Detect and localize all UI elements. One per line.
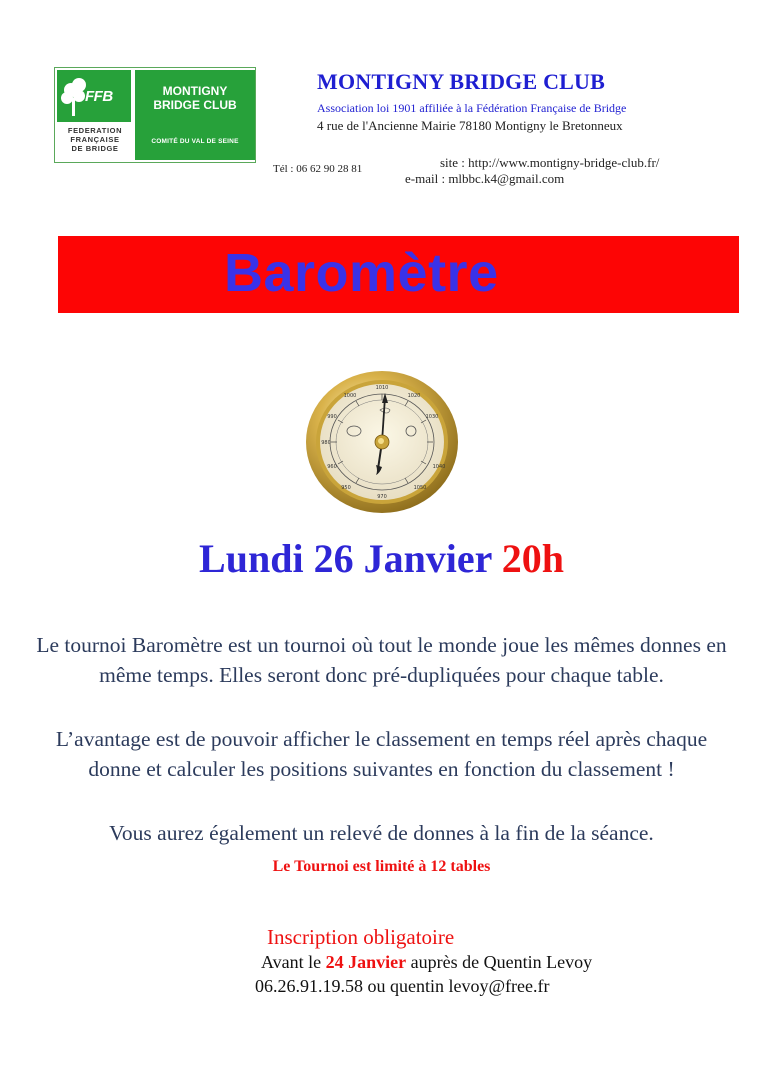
registration-title: Inscription obligatoire — [267, 925, 455, 949]
phone-line: Tél : 06 62 90 28 81 — [273, 163, 363, 175]
ffb-logo — [55, 68, 133, 162]
title-banner — [58, 236, 739, 313]
federation-line: FEDERATION — [67, 126, 123, 135]
deadline-date: 24 Janvier — [325, 952, 407, 972]
federation-text — [59, 126, 131, 153]
registration-deadline — [261, 952, 592, 973]
scale-label: 1010 — [375, 385, 389, 391]
deadline-suffix: auprès de Quentin Levoy — [410, 952, 593, 972]
club-title: MONTIGNY BRIDGE CLUB — [317, 69, 605, 94]
registration-contact: 06.26.91.19.58 ou quentin levoy@free.fr — [255, 976, 550, 996]
scale-label: 980 — [321, 440, 331, 446]
federation-line: DE BRIDGE — [71, 144, 119, 153]
ffb-logo-green-block — [57, 70, 131, 122]
event-date-line — [0, 535, 763, 582]
event-date: Lundi 26 Janvier — [199, 536, 492, 581]
logo-club-name-line: MONTIGNY — [162, 84, 228, 98]
club-logo-green-block — [135, 70, 255, 160]
deadline-prefix: Avant le — [261, 952, 322, 972]
barometer-icon — [302, 365, 462, 515]
association-line: Association loi 1901 affiliée à la Fédération Française de Bridge — [317, 101, 627, 115]
scale-label: 1050 — [413, 485, 427, 491]
ffb-logo-text: FFB — [85, 88, 113, 105]
logo-club-name-line: BRIDGE CLUB — [153, 98, 237, 112]
event-time: 20h — [501, 536, 564, 581]
scale-label: 960 — [327, 464, 337, 470]
description-paragraph-3: Vous aurez également un relevé de donnes à la fin de la séance. — [109, 821, 654, 845]
club-logo — [54, 67, 256, 163]
scale-label: 1020 — [407, 393, 421, 399]
scale-label: 970 — [377, 494, 387, 500]
website-line[interactable]: site : http://www.montigny-bridge-club.fr/ — [440, 155, 660, 170]
description-paragraph-1: Le tournoi Baromètre est un tournoi où tout le monde joue les mêmes donnes en même temps. Elles seront donc pré-dupliquées pour chaque table. — [36, 633, 727, 687]
logo-comite: COMITÉ DU VAL DE SEINE — [151, 138, 239, 145]
table-limit-notice: Le Tournoi est limité à 12 tables — [272, 858, 491, 875]
email-line[interactable]: e-mail : mlbbc.k4@gmail.com — [405, 171, 565, 186]
description-paragraph-2: L’avantage est de pouvoir afficher le classement en temps réel après chaque donne et calculer les positions suivantes en fonction du classement ! — [55, 727, 708, 781]
banner-title: Baromètre — [224, 243, 499, 303]
scale-label: 950 — [341, 485, 351, 491]
scale-label: 1030 — [425, 414, 439, 420]
federation-line: FRANÇAISE — [70, 135, 120, 144]
address-line: 4 rue de l'Ancienne Mairie 78180 Montigny le Bretonneux — [317, 118, 623, 133]
logo-club-name — [135, 84, 255, 112]
scale-label: 1040 — [432, 464, 446, 470]
scale-label: 1000 — [343, 393, 357, 399]
scale-label: 990 — [327, 414, 337, 420]
